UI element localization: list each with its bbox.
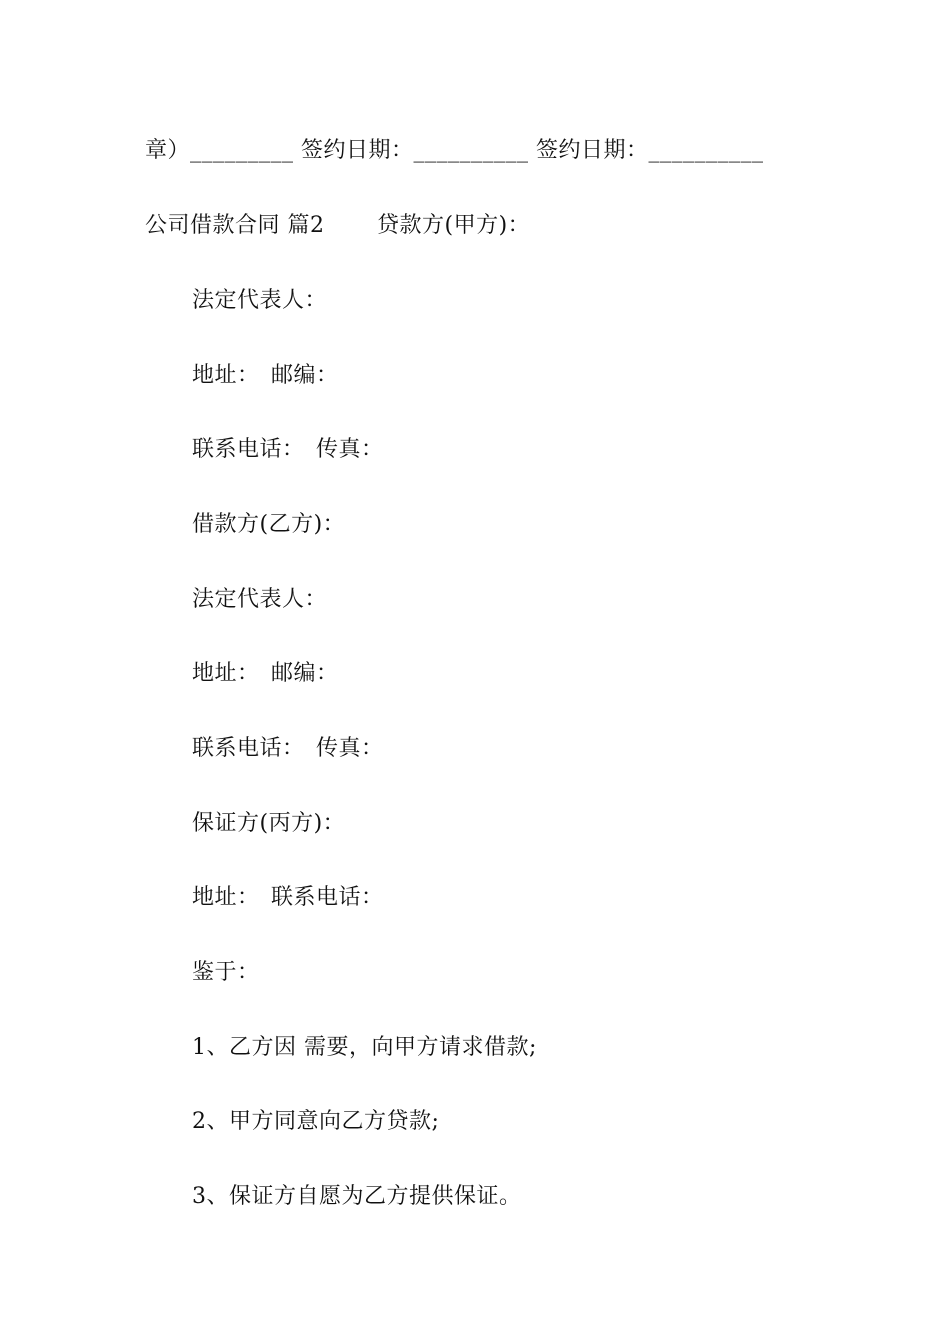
lender-address-postcode: 地址： 邮编：: [192, 363, 339, 388]
whereas-clause-3: 3、保证方自愿为乙方提供保证。: [192, 1184, 522, 1209]
whereas-heading: 鉴于：: [192, 960, 260, 985]
borrower-legal-representative: 法定代表人：: [192, 587, 328, 612]
guarantor-address-phone: 地址： 联系电话：: [192, 885, 384, 910]
signature-date-line: 章）_________ 签约日期：__________ 签约日期：__________: [145, 138, 764, 163]
lender-legal-representative: 法定代表人：: [192, 288, 328, 313]
lender-phone-fax: 联系电话： 传真：: [192, 437, 384, 462]
whereas-clause-2: 2、甲方同意向乙方贷款;: [192, 1109, 440, 1134]
borrower-heading: 借款方(乙方)：: [192, 512, 346, 537]
whereas-clause-1: 1、乙方因 需要，向甲方请求借款;: [192, 1035, 537, 1060]
guarantor-heading: 保证方(丙方)：: [192, 811, 346, 836]
borrower-address-postcode: 地址： 邮编：: [192, 661, 339, 686]
borrower-phone-fax: 联系电话： 传真：: [192, 736, 384, 761]
section-title-lender: 公司借款合同 篇2 贷款方(甲方)：: [145, 213, 531, 238]
